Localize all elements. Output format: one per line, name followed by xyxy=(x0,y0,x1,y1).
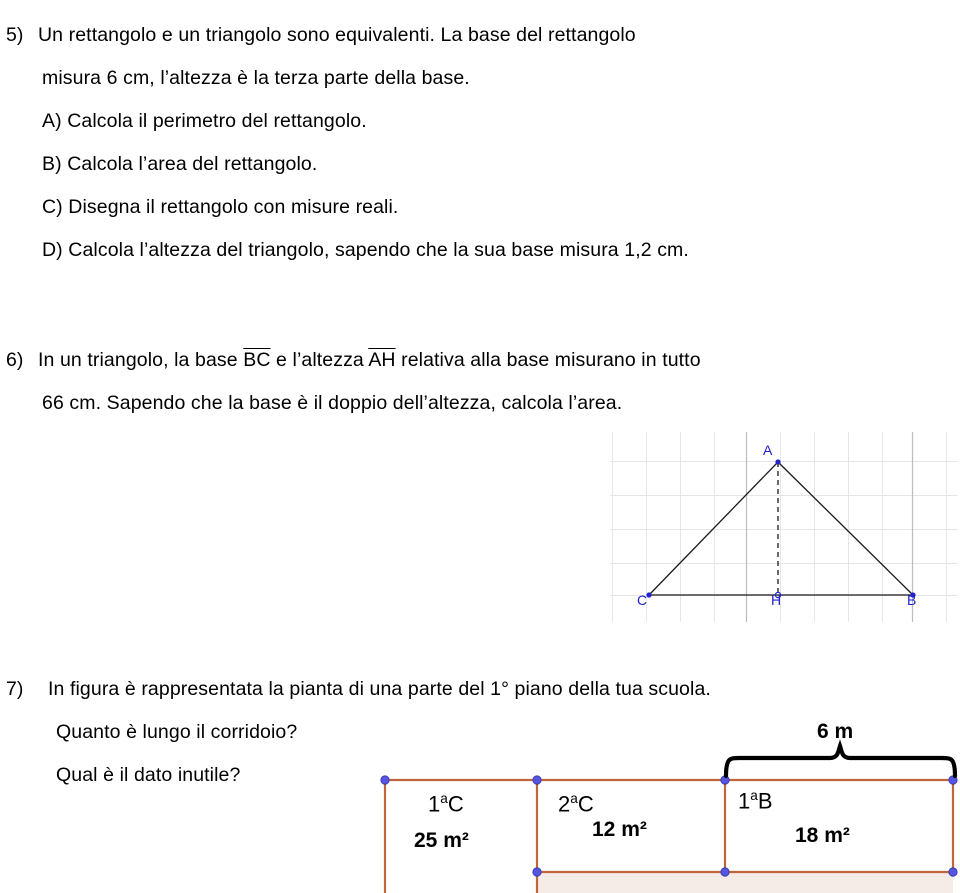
exercise-7-line-2: Quanto è lungo il corridoio? xyxy=(56,721,298,743)
vertex-bottom-div1 xyxy=(533,868,541,876)
side-ca xyxy=(649,462,778,595)
exercise-7-line-3: Qual è il dato inutile? xyxy=(56,764,241,786)
exercise-5 xyxy=(0,14,960,272)
exercise-5-line-1: Un rettangolo e un triangolo sono equivalenti. La base del rettangolo xyxy=(38,24,636,46)
point-c xyxy=(646,592,651,597)
exercise-6-line-1 xyxy=(0,339,960,382)
room-3-name-ordinal: a xyxy=(750,788,758,803)
exercise-6-text-b: e l’altezza xyxy=(270,349,369,371)
room-2-name-ordinal: a xyxy=(570,791,578,806)
segment-ah: $\overline{AH}$ xyxy=(368,349,396,371)
exercise-6-number: 6) xyxy=(6,349,24,371)
triangle-svg xyxy=(610,432,958,622)
exercise-6 xyxy=(0,339,960,425)
vertex-label-a: A xyxy=(763,442,773,458)
triangle-figure xyxy=(610,432,958,622)
vertex-top-div1 xyxy=(533,776,541,784)
floor-plan-vertices xyxy=(381,776,957,876)
vertex-label-c: C xyxy=(637,592,648,608)
grid-horizontal-lines xyxy=(610,462,958,596)
exercise-7-number: 7) xyxy=(6,678,24,700)
floor-plan-svg xyxy=(330,718,960,893)
room-3-name xyxy=(738,788,773,814)
floor-plan-figure xyxy=(330,718,960,893)
room-1-name-ordinal: a xyxy=(440,791,448,806)
brace-measure-label: 6 m xyxy=(817,720,854,743)
room-2-area: 12 m² xyxy=(592,818,647,841)
room-1-name xyxy=(428,791,464,817)
room-2-name-number: 2 xyxy=(558,791,571,817)
room-3-name-number: 1 xyxy=(738,788,751,814)
exercise-6-text-c: relativa alla base misurano in tutto xyxy=(395,349,701,371)
exercise-5-item-b: B) Calcola l’area del rettangolo. xyxy=(42,153,318,175)
room-2-name xyxy=(558,791,594,817)
exercise-6-line-2: 66 cm. Sapendo che la base è il doppio dell’altezza, calcola l’area. xyxy=(42,392,623,414)
exercise-7-line-1: In figura è rappresentata la pianta di una parte del 1° piano della tua scuola. xyxy=(48,678,711,700)
point-a xyxy=(775,459,780,464)
vertex-top-left xyxy=(381,776,389,784)
segment-bc: $\overline{BC}$ xyxy=(243,349,271,371)
room-3-name-section: B xyxy=(757,788,773,814)
brace-6m xyxy=(726,746,955,776)
side-ab xyxy=(778,462,913,595)
exercise-5-number: 5) xyxy=(6,24,24,46)
exercise-5-item-a: A) Calcola il perimetro del rettangolo. xyxy=(42,110,367,132)
vertex-bottom-div2 xyxy=(721,868,729,876)
exercise-5-item-c: C) Disegna il rettangolo con misure reali. xyxy=(42,196,399,218)
vertex-label-b: B xyxy=(907,592,917,608)
room-1-name-section: C xyxy=(447,791,464,817)
exercise-5-line-2: misura 6 cm, l’altezza è la terza parte della base. xyxy=(42,67,470,89)
room-3-area: 18 m² xyxy=(795,824,850,847)
corridor-area xyxy=(537,872,953,893)
exercise-5-item-d: D) Calcola l’altezza del triangolo, sapendo che la sua base misura 1,2 cm. xyxy=(42,239,689,261)
room-1-name-number: 1 xyxy=(428,791,441,817)
room-2-name-section: C xyxy=(577,791,594,817)
room-1-area: 25 m² xyxy=(414,829,469,852)
exercise-6-text-a: In un triangolo, la base xyxy=(38,349,244,371)
vertex-label-h: H xyxy=(771,592,782,608)
vertex-bottom-right xyxy=(949,868,957,876)
